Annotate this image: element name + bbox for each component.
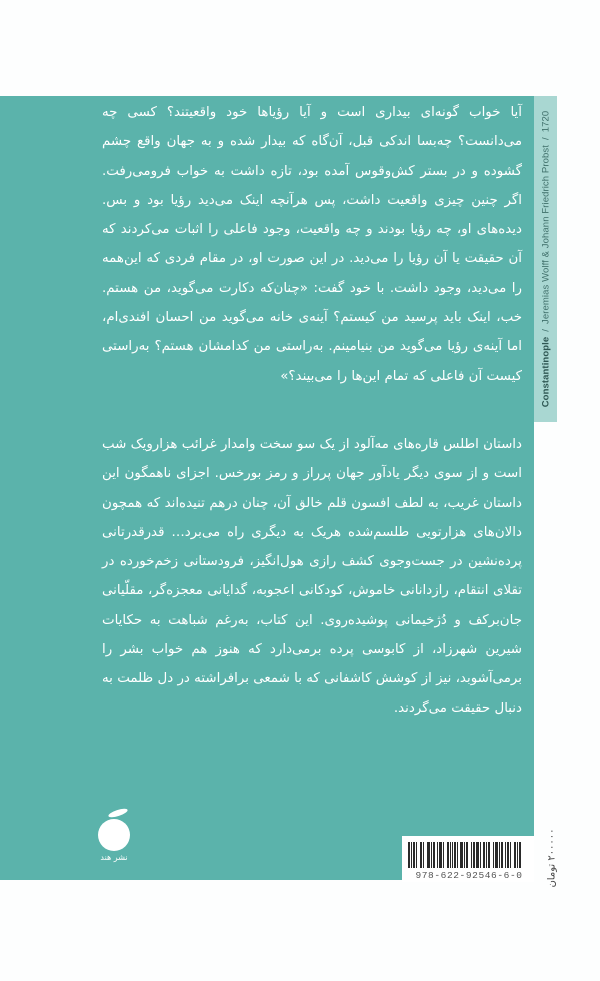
spine-strip <box>534 96 557 422</box>
publisher-logo <box>92 808 136 860</box>
blurb-paragraph-2-text: داستان اطلس قاره‌های مه‌آلود از یک سو سخت وامدار غرائب هزارویک شب است و از سوی دیگر یادآور جهان پرراز و رمز بورخس. اجزای ناهمگون این داستان غریب، به لطف افسون قلم خالق آن، چنان درهم تنیده‌اند که همچون دالان‌های هزارتویی طلسم‌شده هریک به دیگری راه می‌برد… قدرقدرتانی پرده‌نشین در جست‌وجوی کشف رازی هول‌انگیز، فرودستانی زخم‌خورده در تقلای انتقام، رازدانانی خاموش، کودکانی اعجوبه، گدایانی معجزه‌گر، مقلّیانی جان‌برکف و دُژخیمانی پوشیده‌روی. این کتاب، به‌رغم شباهت به حکایات شیرین شهرزاد، از کابوسی پرده برمی‌دارد که هنوز هم خواب بشر را برمی‌آشوبد، نیز از کوشش کاشفانی که با شمعی برافراشته در دل ظلمت به دنبال حقیقت می‌گردند. <box>102 437 522 716</box>
spine-year: 1720 <box>540 110 551 133</box>
price-label: ۲۰۰۰۰۰ تومان <box>546 828 558 888</box>
isbn-number: 978-622-92546-6-0 <box>415 870 523 881</box>
publisher-name: نشر هند <box>100 853 128 862</box>
spine-separator: / <box>540 328 551 332</box>
blurb-paragraph-1-text: آیا خواب گونه‌ای بیداری است و آیا رؤیاها خود واقعیتند؟ کسی چه می‌دانست؟ چه‌بسا اندکی قبل، آن‌گاه که بیدار شده و به جهان واقع چشم گشوده و در بستر کش‌وقوس آمده بود، تازه داشت به خواب فرومی‌رفت. اگر چنین چیزی واقعیت داشت، پس هرآنچه اینک می‌دید رؤیا بود و بس. دیده‌های او، چه رؤیا بودند و چه واقعیت، وجود فاعلی را اثبات می‌کردند که آن حقیقت یا آن رؤیا را می‌دید. در این صورت او، در مقام فردی که این‌همه را می‌دید، وجود داشت. با خود گفت: «چنان‌که دکارت می‌گوید، من هستم. خب، اینک باید پرسید من کیستم؟ آینه‌ی خانه می‌گوید من احسان افندی‌ام، اما آینه‌ی رؤیا می‌گوید من بنیامینم. به‌راستی من کدامشان هستم؟ به‌راستی کیست آن فاعلی که تمام این‌ها را می‌بیند؟» <box>102 105 522 384</box>
fruit-logo-icon <box>98 819 130 851</box>
barcode-bars-icon <box>408 842 530 868</box>
blurb-paragraph-1 <box>102 98 522 391</box>
spine-title: Constantinople <box>540 336 551 408</box>
spine-text <box>540 111 551 408</box>
barcode <box>402 836 534 882</box>
spine-separator: / <box>540 137 551 141</box>
leaf-icon <box>108 807 129 819</box>
spine-authors: Jeremias Wolff & Johann Friedrich Probst <box>540 145 551 324</box>
blurb-paragraph-2 <box>102 430 522 723</box>
